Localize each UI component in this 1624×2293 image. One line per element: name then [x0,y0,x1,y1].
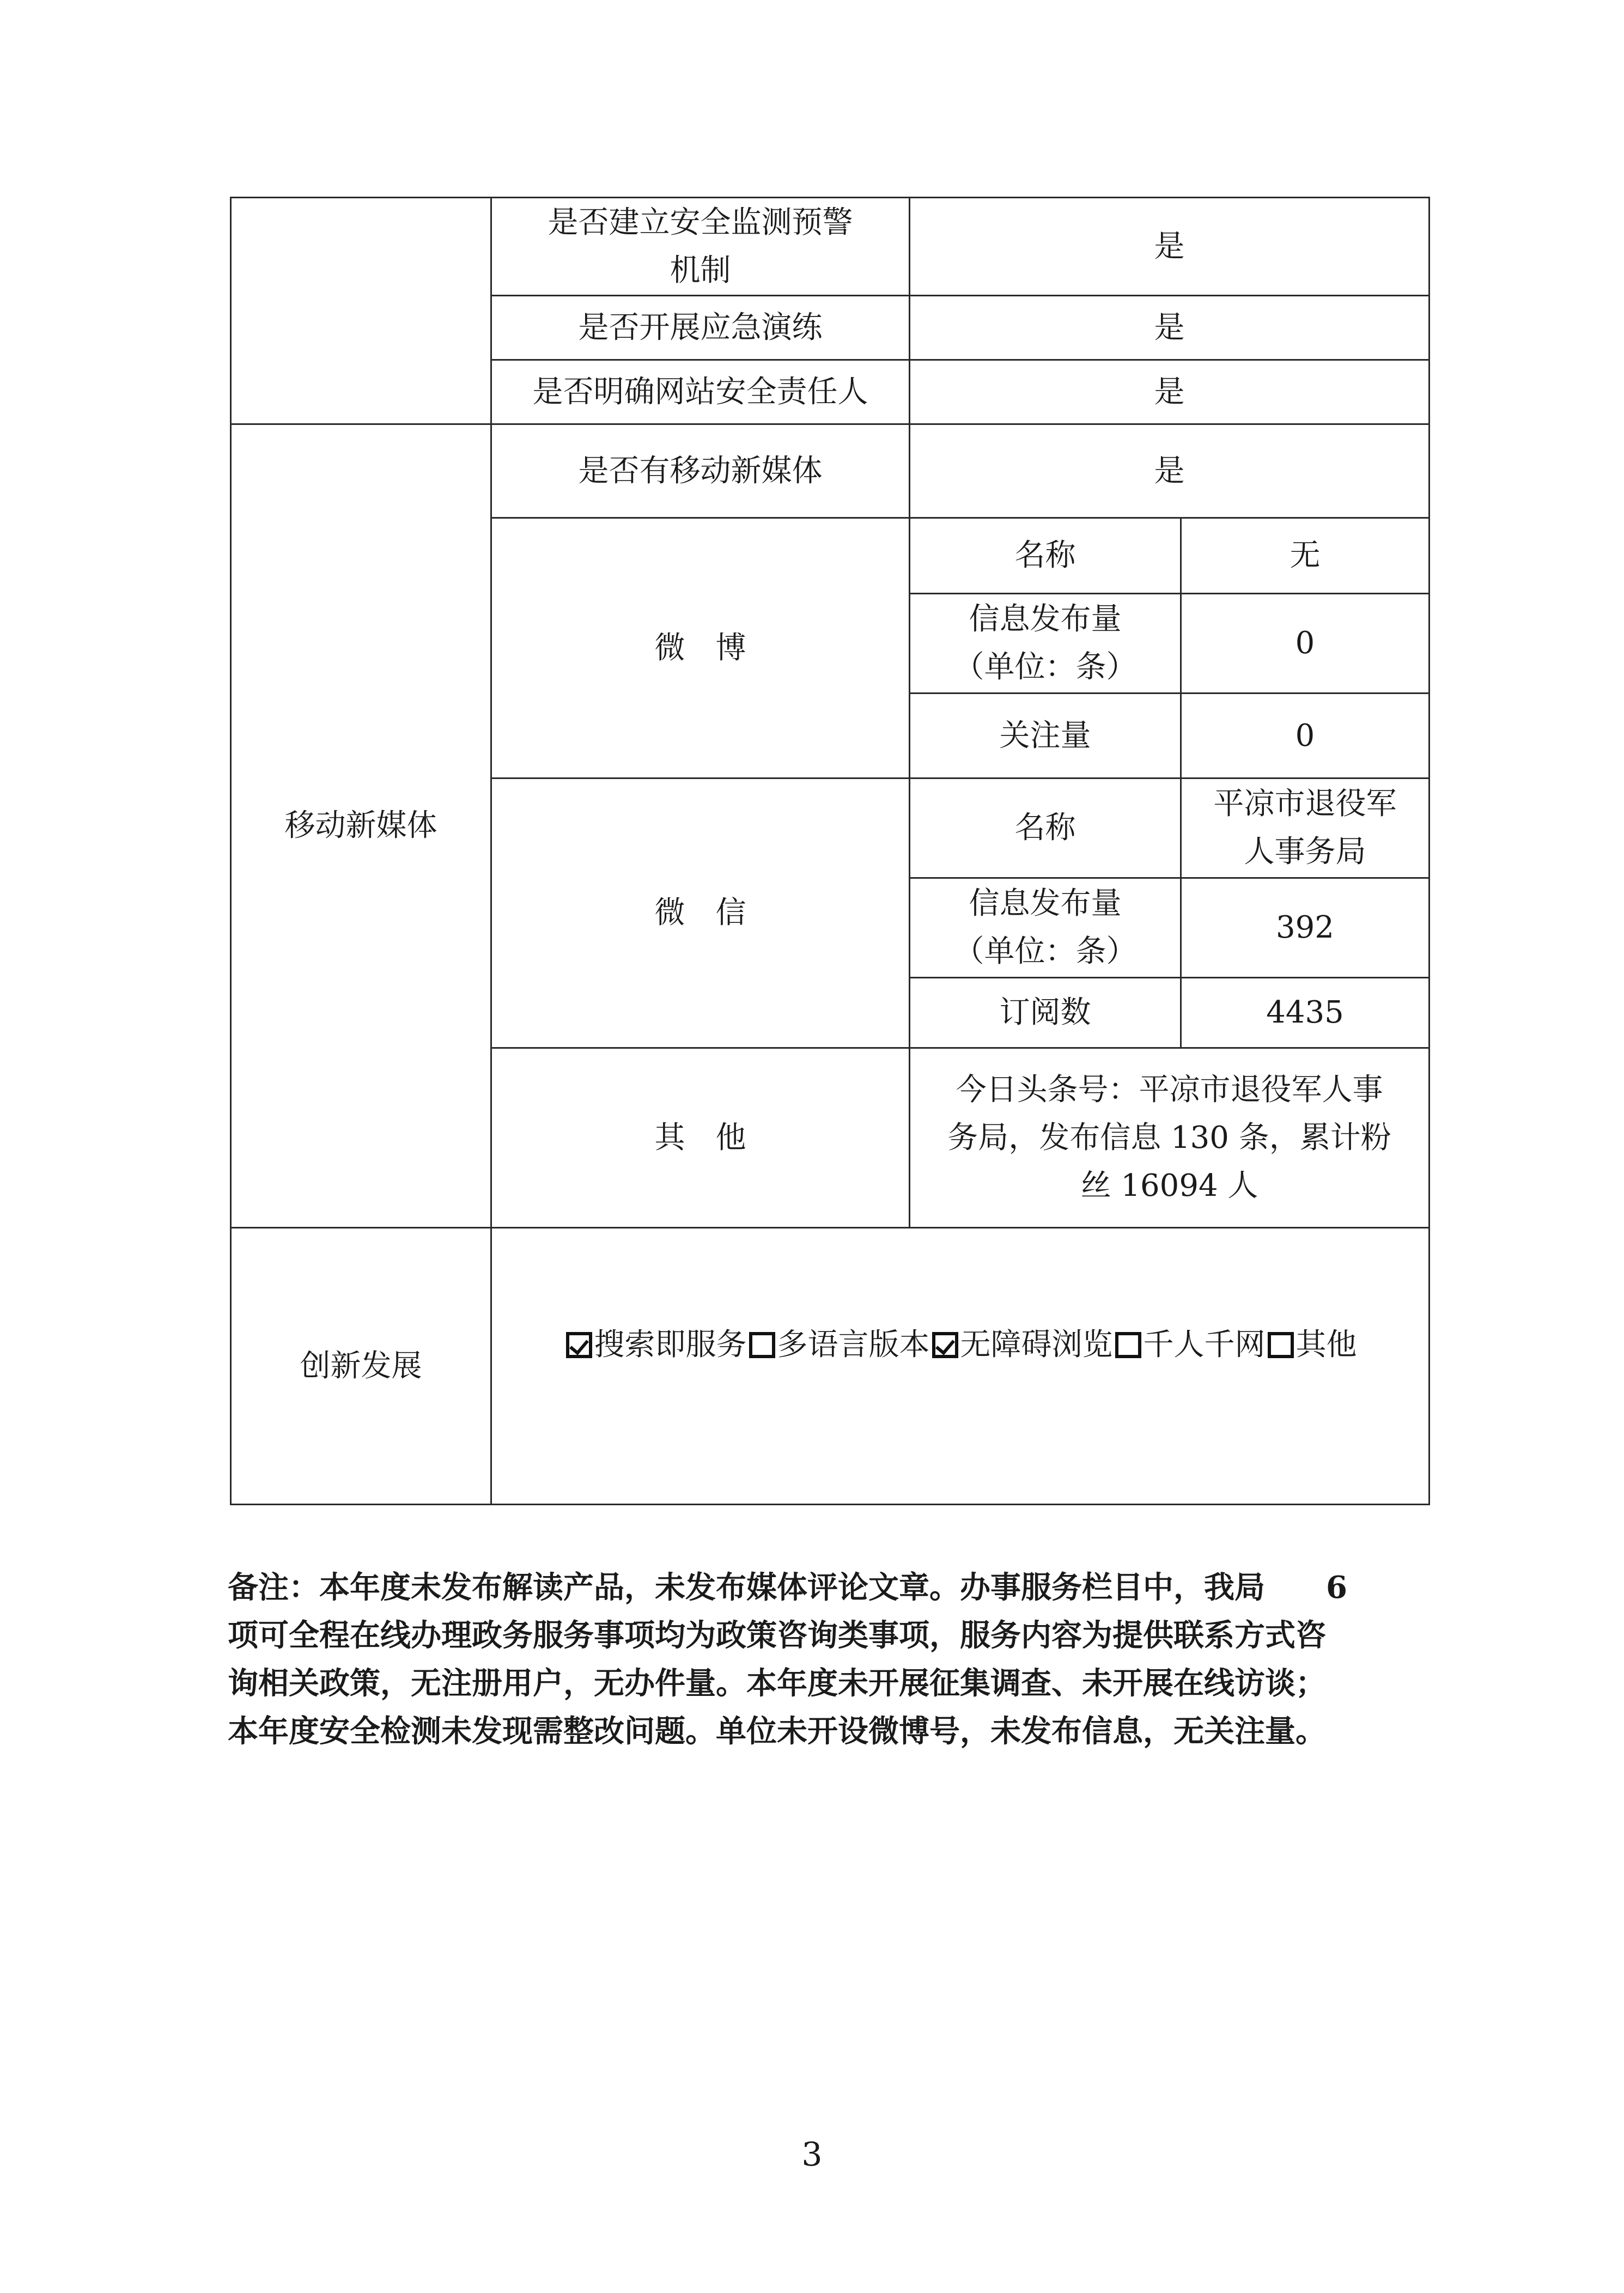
innovation-option-3-label: 千人千网 [1143,1327,1266,1363]
innovation-option-0-checkbox[interactable] [566,1332,592,1358]
wechat-posts-label: 信息发布量 （单位：条） [910,878,1181,978]
innovation-option-3-checkbox[interactable] [1115,1332,1141,1358]
innovation-options-cell [491,1228,1430,1505]
remarks-note: 备注：本年度未发布解读产品，未发布媒体评论文章。办事服务栏目中，我局 6 项可全程在线办理政务服务事项均为政策咨询类事项，服务内容为提供联系方式咨 询相关政策，无注册用户，无办件量。本年度未开展征集调查、未开展在线访谈； 本年度安全检测未发现需整改问题。单位未开设微博号，未发布信息，无关注量。 [228,1570,1347,1749]
report-table [230,197,1430,1505]
innovation-option-4-label: 其他 [1295,1327,1357,1363]
innovation-option-2-checkbox[interactable] [932,1332,958,1358]
innovation-options [564,1321,1357,1369]
wechat-posts-value: 392 [1181,878,1430,978]
weibo-followers-label: 关注量 [910,694,1181,778]
responsible-label: 是否明确网站安全责任人 [491,360,910,424]
wechat-subscribers-value: 4435 [1181,978,1430,1048]
monitoring-label: 是否建立安全监测预警 机制 [491,198,910,296]
wechat-name-value: 平凉市退役军 人事务局 [1181,778,1430,878]
innovation-option-0-label: 搜索即服务 [594,1327,747,1363]
drill-label: 是否开展应急演练 [491,296,910,360]
wechat-label: 微 信 [491,778,910,1048]
weibo-followers-value: 0 [1181,694,1430,778]
innovation-option-1-label: 多语言版本 [777,1327,930,1363]
monitoring-value: 是 [910,198,1430,296]
weibo-label: 微 博 [491,518,910,778]
innovation-option-4-checkbox[interactable] [1268,1332,1294,1358]
has-mobile-media-label: 是否有移动新媒体 [491,424,910,518]
innovation-option-2-label: 无障碍浏览 [960,1327,1113,1363]
has-mobile-media-value: 是 [910,424,1430,518]
weibo-name-label: 名称 [910,518,1181,594]
other-media-value: 今日头条号：平凉市退役军人事 务局，发布信息 130 条，累计粉 丝 16094 人 [910,1048,1430,1228]
innovation-option-1-checkbox[interactable] [749,1332,775,1358]
mobile-media-section-label: 移动新媒体 [231,424,491,1228]
wechat-subscribers-label: 订阅数 [910,978,1181,1048]
wechat-name-label: 名称 [910,778,1181,878]
page-number: 3 [801,2136,823,2174]
other-media-label: 其 他 [491,1048,910,1228]
responsible-value: 是 [910,360,1430,424]
weibo-posts-value: 0 [1181,594,1430,694]
drill-value: 是 [910,296,1430,360]
innovation-section-label: 创新发展 [231,1228,491,1505]
weibo-name-value: 无 [1181,518,1430,594]
weibo-posts-label: 信息发布量 （单位：条） [910,594,1181,694]
security-section-cell [231,198,491,424]
